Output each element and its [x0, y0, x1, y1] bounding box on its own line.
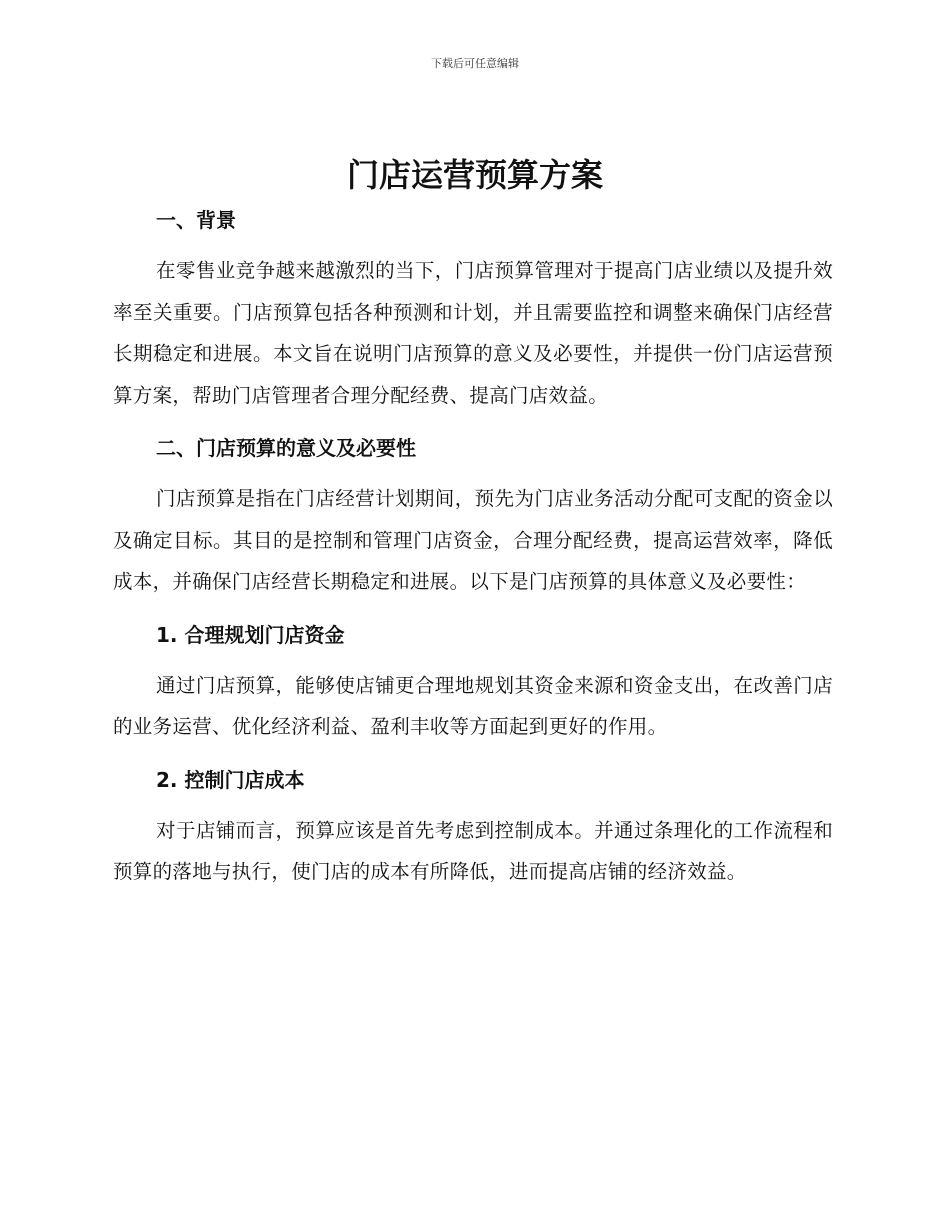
subsection-heading-control-cost: 2. 控制门店成本: [156, 767, 305, 792]
section-heading-background: 一、背景: [156, 208, 236, 232]
section-paragraph-background: 在零售业竞争越来越激烈的当下，门店预算管理对于提高门店业绩以及提升效率至关重要。门店预算包括各种预测和计划，并且需要监控和调整来确保门店经营长期稳定和进展。本文旨在说明门店预算的意义及必要性，并提供一份门店运营预算方案，帮助门店管理者合理分配经费、提高门店效益。: [113, 259, 833, 407]
section-heading-significance: 二、门店预算的意义及必要性: [156, 436, 416, 460]
document-title: 门店运营预算方案: [346, 156, 603, 194]
document-body: [113, 200, 833, 893]
subsection-heading-plan-funds: 1. 合理规划门店资金: [156, 622, 345, 647]
header-note: 下载后可任意编辑: [431, 57, 519, 70]
section-paragraph-significance: 门店预算是指在门店经营计划期间，预先为门店业务活动分配可支配的资金以及确定目标。其目的是控制和管理门店资金，合理分配经费，提高运营效率，降低成本，并确保门店经营长期稳定和进展。以下是门店预算的具体意义及必要性：: [113, 487, 833, 593]
subsection-paragraph-control-cost: 对于店铺而言，预算应该是首先考虑到控制成本。并通过条理化的工作流程和预算的落地与执行，使门店的成本有所降低，进而提高店铺的经济效益。: [113, 818, 833, 883]
subsection-paragraph-plan-funds: 通过门店预算，能够使店铺更合理地规划其资金来源和资金支出，在改善门店的业务运营、优化经济利益、盈利丰收等方面起到更好的作用。: [113, 673, 833, 738]
